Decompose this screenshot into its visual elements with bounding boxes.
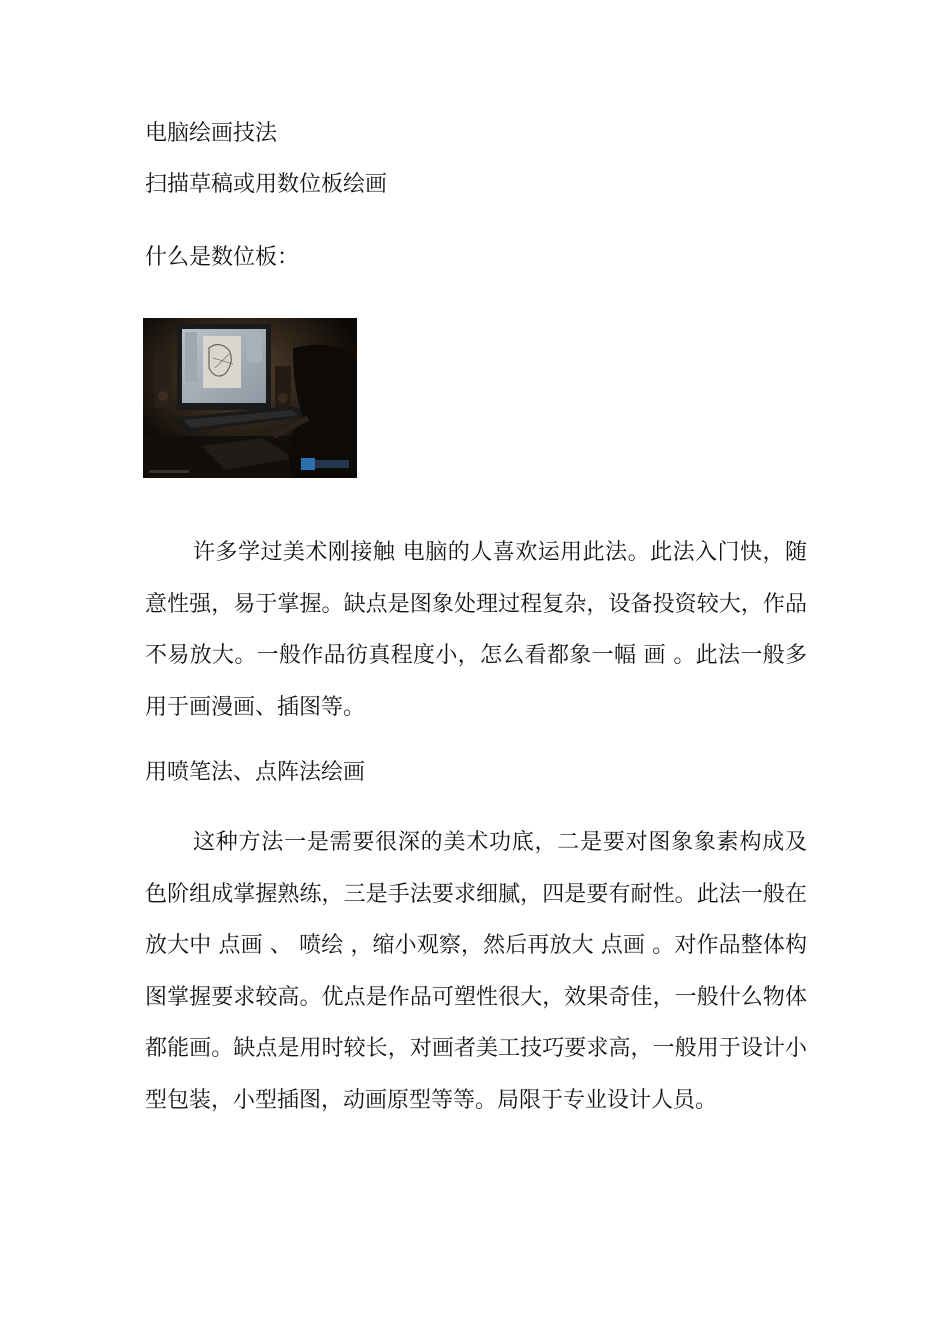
document-title: 电脑绘画技法 bbox=[145, 121, 278, 146]
digitizer-photo bbox=[143, 318, 357, 478]
section-heading-airbrush: 用喷笔法、点阵法绘画 bbox=[145, 760, 366, 785]
paragraph-airbrush: 这种方法一是需要很深的美术功底，二是要对图象象素构成及色阶组成掌握熟练，三是手法要求细腻，四是要有耐性。此法一般在放大中 点画 、 喷绘 ，缩小观察，然后再放大 点画 。对作品整体构图掌握要求较高。优点是作品可塑性很大，效果奇佳，一般什么物体都能画。缺点是用时较长，对画者美工技巧要求高，一般用于设计小型包装，小型插图，动画原型等等。局限于专业设计人员。 bbox=[145, 830, 807, 1113]
section-question: 什么是数位板： bbox=[145, 245, 300, 270]
document-subtitle: 扫描草稿或用数位板绘画 bbox=[145, 172, 388, 197]
paragraph-intro: 许多学过美术刚接触 电脑的人喜欢运用此法。此法入门快，随意性强，易于掌握。缺点是图象处理过程复杂，设备投资较大，作品不易放大。一般作品彷真程度小，怎么看都象一幅 画 。此法一般多用于画漫画、插图等。 bbox=[145, 540, 807, 720]
